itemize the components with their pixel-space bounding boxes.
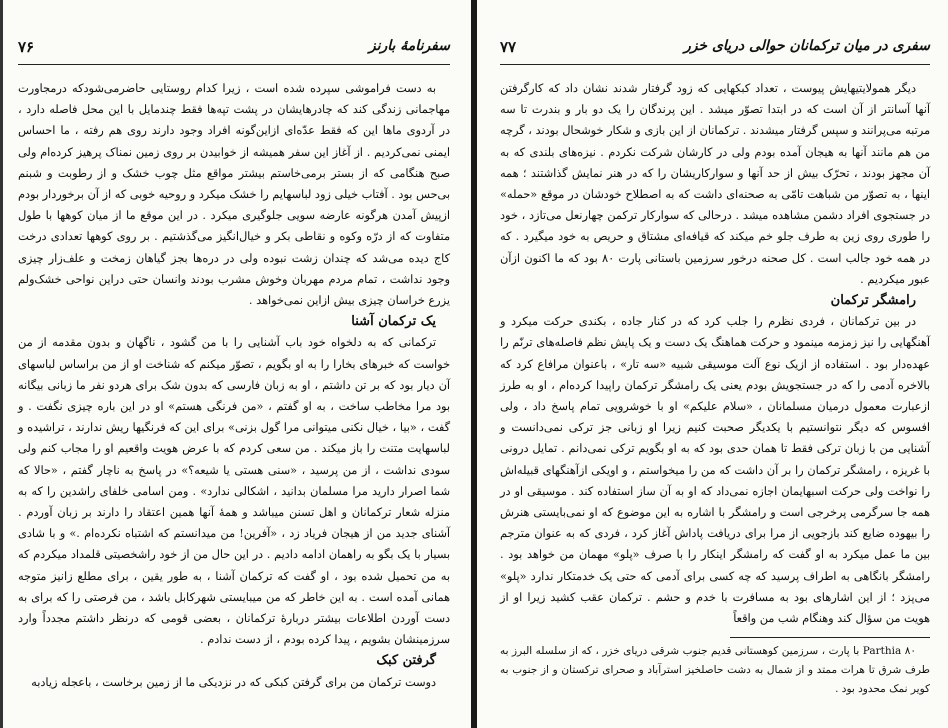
left-page-header — [18, 38, 450, 78]
paragraph: ترکمانی که به دلخواه خود باب آشنایی را با من گشود ، ناگهان و بدون مقدمه از من خواست که خبرهای بخارا را به او بگویم ، تصوّر میکنم که شناخت او از من براساس لباسهای آن دیار بود که بر تن داشتم ، او به زبان فارسی که بدون شک برای هردو نفر ما زبانی بیگانه بود مرا مخاطب ساخت ، به او گفتم ، «من فرنگی هستم» او در این باره چیزی نگفت . و گفت ، «بیا ، خیال نکنی میتوانی مرا گول بزنی» برای این که فرنگیها ریش ندارند ، تراشیده و لباسهایت متنت را باز میکند . من سعی کردم که با عرض هویت واقعیم او را مجاب کنم ولی سودی نداشت ، از من پرسید ، «سنی هستی یا شیعه؟» در پاسخ به ناچار گفتم ، «حالا که شما اصرار دارید مرا مسلمان بدانید ، اشکالی ندارد» . ومن اسامی خلفای راشدین را که به منزله شعار ترکمانان و اهل تسنن میباشد و همهٔ آنها همین اعتقاد را دارند بر زبان آوردم . آشنای جدید من از هیجان فریاد زد ، «آفرین! من میدانستم که اشتباه نکرده‌ام .» و با شادی بسیار با یک بگو به راهمان ادامه دادیم . در این حال من از خود راشخصیتی قلمداد میکردم که به من تحمیل شده بود ، او گفت که ترکمان آشنا ، به طور یقین ، برای مطلع زانیز متوجه همانی آمده است . به این خاطر که من میبایستی شهرکابل باشد ، من فرصتی را که برای به دست آوردن اطلاعات بیشتر دربارهٔ ترکمانان ، بعضی قومی که درنظر داشتم مجدداً وارد سرزمینشان بشویم ، پیدا کرده بودم ، از دست ندادم . — [18, 336, 450, 647]
paragraph: دیگر همولایتیهایش پیوست ، تعداد کبکهایی که زود گرفتار شدند نشان داد که کارگرفتن آنها آسانتر از آن است که در ابتدا تصوّر میشد . این پرندگان را یک دو بار و بندرت تا سه مرتبه می‌پرانند و سپس گرفتار میشدند . ترکمانان از این بازی و شکار خوشحال بودند ، گرچه من هم مانند آنها به هیجان آمده بودم ولی در کارشان شرکت نکردم . نیزه‌های بلندی که به آن مجهز بودند ، تحرّک بیش از حد آنها و سوارکاریشان را که در هنر نمایش گذاشتند ؛ همه اینها ، به تصوّر من شباهت تامّی به صحنه‌ای داشت که به اصطلاح خودشان در موقع «حمله» در جستجوی افراد دشمن مشاهده میشد . درحالی که سوارکار ترکمن چهارنعل می‌تازد ، خود را طوری روی زین به طرف جلو خم میکند که قیافه‌ای مشتاق و حریص به خود میگیرد . که در همه خود جالب است . کل صحنه درخور سرزمین باستانی پارت ۸۰ بود که ما اکنون ازآن عبور میکردیم . — [500, 82, 930, 286]
footnote: ۸۰ Parthia با پارت ، سرزمین کوهستانی قدیم جنوب شرقی دریای خزر ، که از سلسله البرز به طرف شرق تا هرات ممتد و از شمال به دشت حاصلخیز استرآباد و صحرای ترکستان و از جنوب به کویر نمک محدود بود . — [500, 645, 930, 696]
section-heading: گرفتن کبک — [376, 653, 436, 669]
right-page — [500, 0, 930, 728]
left-page-body — [18, 78, 450, 693]
paragraph: در بین ترکمانان ، فردی نظرم را جلب کرد که در کنار جاده ، بکندی حرکت میکرد و آهنگهایی را نیز زمزمه مینمود و حرکت هماهنگ یک دست و یک پایش نظم فاصله‌های ترنّم را عهده‌دار بود . استفاده از ازیک نوع آلت موسیقی شبیه «سه تار» ، باعنوان مرافاع کرد که بالاخره آدمی را که در جستجویش بودم یعنی یک رامشگر ترکمان راپیدا کرده‌ام ، او به طرز ازعبارت معمول درمیان مسلمانان ، «سلام علیکم» او با خوشرویی تمام پاسخ داد ، ولی افسوس که دیگر نتوانستیم با یکدیگر صحبت کنیم زیرا او زبانی جز ترکی نمی‌دانست و آشنایی من با زبان ترکی فقط تا همان حدی بود که به او بگویم ترکی نمی‌دانم . تمایل درونی با غریزه ، رامشگر ترکمان را بر آن داشت که من را میخواستم ، و اویکی ازآهنگهای قبیله‌اش را نواخت ولی حرکت اسبهایمان اجازه نمی‌داد که او به آن ساز استفاده کند . موسیقی او در همه جا سرگرمی پرخرجی است و رامشگر با اشاره به این موضوع که او نمی‌بایستی هنرش را بیهوده ضایع کند بازجویی از مرا برای دریافت پاداش آغاز کرد ، فردی که به عنوان مترجم بین ما عمل میکرد به او گفت که رامشگر اینکار را با صرف «پلو» مهمان من خواهد بود . رامشگر بانگاهی به اطراف پرسید که چه کسی برای آدمی که حتی یک خدمتکار ندارد «پلو» می‌پزد ؛ از این اشارهای بود به مسافرت با خدم و حشم . ترکمان عقب کشید زیرا او از هویت من سؤال کند وهنگام شب من واقعاً — [500, 315, 930, 626]
paragraph: به دست فراموشی سپرده شده است ، زیرا کدام روستایی حاضرمی‌شودکه درمجاورت مهاجمانی زندگی کند که چادرهایشان در پشت تپه‌ها فقط چندمایل با این محل فاصله دارد ، در آردوی ماها این که فقط عدّه‌ای ازاین‌گونه افراد وجود دارند روی هم رفته ، ما احساس ایمنی نمی‌کردیم . از آغاز این سفر همیشه از خوابیدن بر روی زمین نمناک پرهیز کرده‌ام ولی صبح هنگامی که از بستر برمی‌خاستم بیشتر مواقع مثل چوب خشک و از رطوبت و شبنم بی‌حس بود . آفتاب خیلی زود لباسهایم را خشک میکرد و روحیه خوبی که از آن برخوردار بودم ازپیش آمدن هرگونه عارضه سویی جلوگیری میکرد . در این موقع ما از میان کوهها با طول متفاوت که از درّه وکوه و نقاطی بکر و خیال‌انگیز می‌گذشتیم . بر روی کوهها تعدادی درخت کاج دیده می‌شد که چندان زشت نبوده ولی در دره‌ها بجز گیاهان زمخت و علف‌زار چیزی وجود نداشت ، تمام مردم مهربان وخوش مشرب بودند وانسان حتی دراین نواحی خشک‌ولم یزرع خراسان چیزی بیش ازاین نمی‌خواهد . — [18, 82, 450, 308]
right-page-header — [500, 38, 930, 78]
left-page — [18, 0, 450, 728]
section-heading: رامشگر ترکمان — [830, 293, 916, 309]
section-heading: یک ترکمان آشنا — [351, 314, 436, 330]
paragraph: دوست ترکمان من برای گرفتن کبکی که در نزدیکی ما از زمین برخاست ، باعجله زیادبه — [31, 675, 436, 689]
header-rule — [18, 64, 450, 65]
page-edge — [0, 0, 3, 728]
running-head: سفری در میان ترکمانان حوالی دریای خزر — [683, 38, 930, 54]
right-page-body — [500, 78, 930, 699]
footnote-rule — [730, 637, 930, 638]
page-number: ۷۶ — [18, 38, 35, 56]
header-rule — [500, 64, 930, 65]
page-number: ۷۷ — [500, 38, 517, 56]
running-head: سفرنامهٔ بارنز — [368, 38, 450, 54]
book-gutter — [471, 0, 477, 728]
